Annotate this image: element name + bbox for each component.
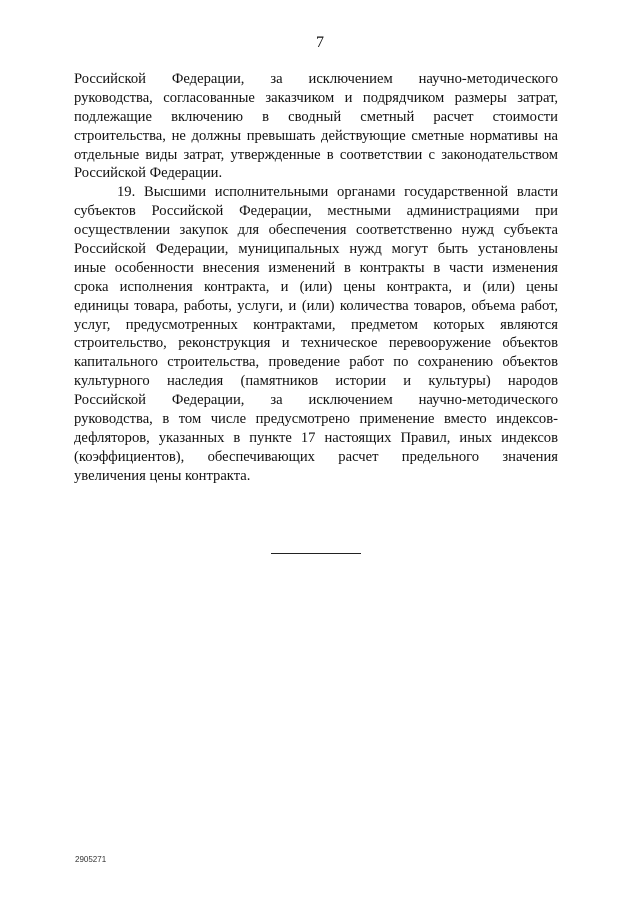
text-line: Российской Федерации, за исключением научно-методического (74, 71, 558, 87)
end-separator-line (271, 553, 361, 554)
text-line: единицы товара, работы, услуги, и (или) количества товаров, объема работ, (74, 297, 558, 314)
text-line: строительство, реконструкция и техническое перевооружение объектов (74, 335, 558, 352)
text-line: руководства, в том числе предусмотрено применение вместо индексов- (74, 411, 558, 428)
text-line: осуществлении закупок для обеспечения соответственно нужд субъекта (74, 222, 558, 239)
paragraph-19 (74, 183, 558, 485)
text-line: Российской Федерации, муниципальных нужд могут быть установлены (74, 241, 558, 258)
text-line: (коэффициентов), обеспечивающих расчет предельного значения (74, 448, 558, 465)
document-code: 2905271 (75, 855, 107, 864)
document-body (74, 70, 558, 486)
text-line: подлежащие включению в сводный сметный расчет стоимости (74, 108, 558, 125)
text-line: Российской Федерации, за исключением научно-методического (74, 392, 558, 409)
text-line: увеличения цены контракта. (74, 467, 251, 484)
text-line: иные особенности внесения изменений в контракты в части изменения (74, 259, 558, 276)
text-line: дефляторов, указанных в пункте 17 настоящих Правил, иных индексов (74, 429, 558, 446)
text-line: услуг, предусмотренных контрактами, предметом которых являются (74, 316, 558, 333)
text-line: срока исполнения контракта, и (или) цены контракта, и (или) цены (74, 278, 558, 295)
paragraph-continued (74, 70, 558, 183)
text-line: субъектов Российской Федерации, местными администрациями при (74, 203, 558, 220)
text-line: капитального строительства, проведение работ по сохранению объектов (74, 354, 558, 371)
text-line: строительства, не должны превышать действующие сметные нормативы на (74, 127, 558, 144)
text-line: руководства, согласованные заказчиком и подрядчиком размеры затрат, (74, 89, 558, 106)
page-number: 7 (316, 34, 324, 51)
text-line: отдельные виды затрат, утвержденные в соответствии с законодательством (74, 146, 558, 163)
text-line: культурного наследия (памятников истории и культуры) народов (74, 373, 558, 390)
text-line: Российской Федерации. (74, 165, 223, 182)
text-line: 19. Высшими исполнительными органами государственной власти (117, 184, 558, 201)
